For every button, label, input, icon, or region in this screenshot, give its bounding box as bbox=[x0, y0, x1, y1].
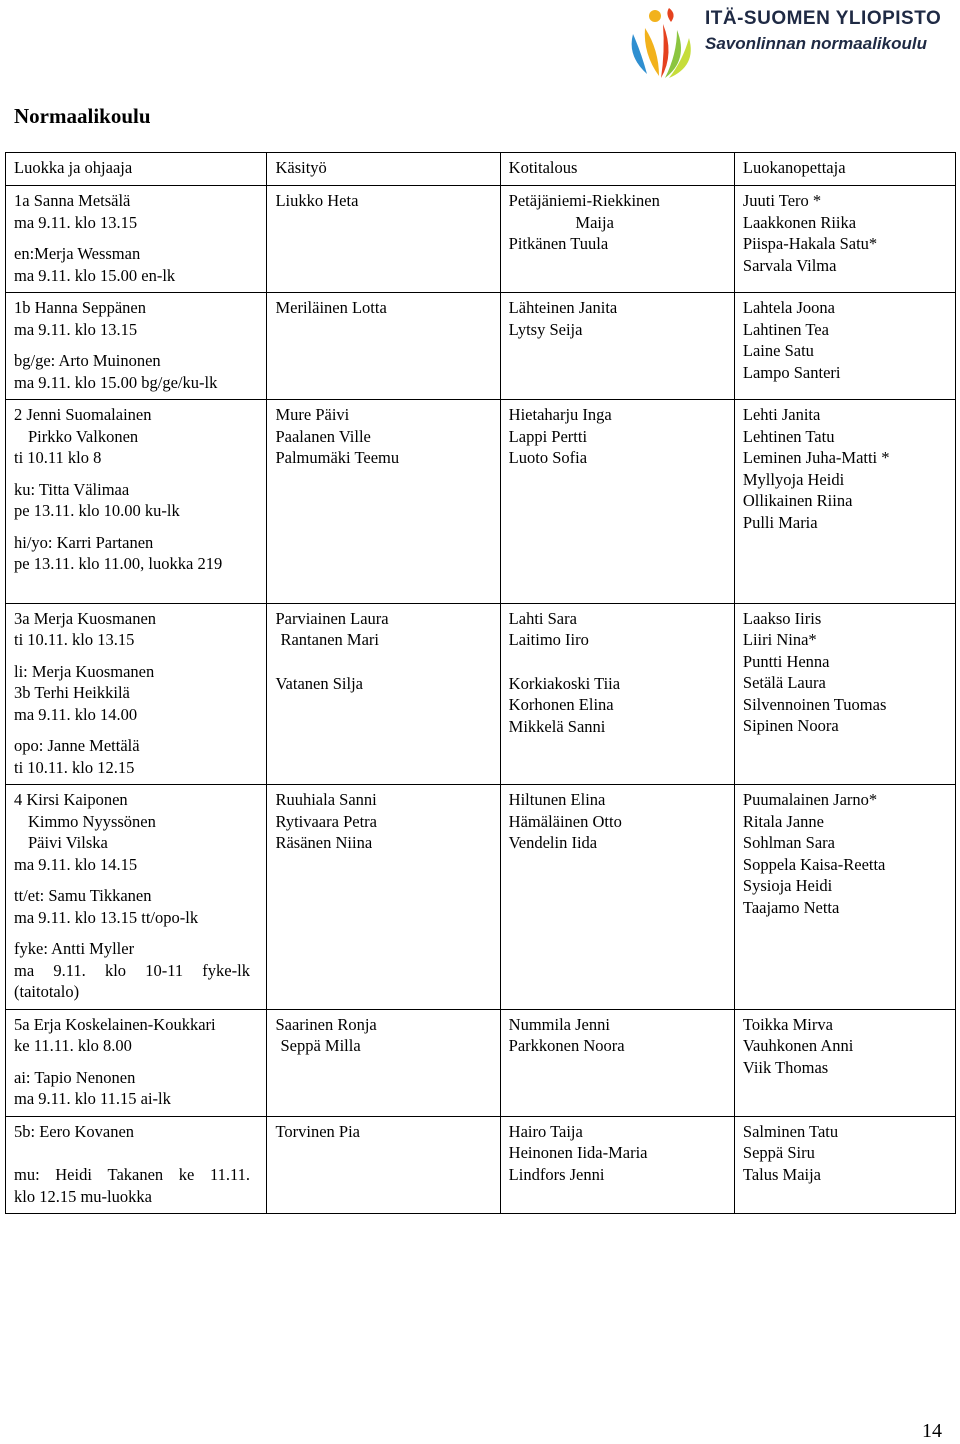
student-name: Lehtinen Tatu bbox=[742, 426, 835, 446]
class-teacher-cell bbox=[734, 1009, 955, 1116]
table-row bbox=[6, 293, 956, 400]
logo-emblem-icon bbox=[625, 4, 701, 84]
student-name: Hairo Taija bbox=[508, 1121, 583, 1141]
student-name: Vauhkonen Anni bbox=[742, 1036, 854, 1055]
logo-school-name: Savonlinnan normaalikoulu bbox=[705, 34, 927, 53]
class-line: ma 9.11. klo 13.15 bbox=[14, 212, 138, 232]
student-name: Saarinen Ronja bbox=[275, 1014, 377, 1034]
student-name: Seppä Siru bbox=[742, 1143, 815, 1162]
class-line-justified bbox=[14, 1164, 250, 1186]
class-cell bbox=[6, 603, 267, 785]
home-economics-cell bbox=[500, 293, 734, 400]
student-name: Heinonen Iida-Maria bbox=[508, 1143, 648, 1162]
table-row bbox=[6, 1009, 956, 1116]
class-word: 11.11. bbox=[209, 1165, 250, 1184]
crafts-cell bbox=[267, 1009, 500, 1116]
class-line: en:Merja Wessman bbox=[14, 244, 141, 263]
student-name: Lytsy Seija bbox=[508, 319, 583, 339]
class-word: 9.11. bbox=[53, 960, 86, 980]
student-name: Pitkänen Tuula bbox=[508, 234, 609, 253]
class-cell bbox=[6, 1009, 267, 1116]
student-name: Talus Maija bbox=[742, 1164, 822, 1184]
home-economics-cell bbox=[500, 186, 734, 293]
page-number: 14 bbox=[922, 1420, 942, 1442]
student-name: Paalanen Ville bbox=[275, 426, 371, 446]
student-name: Setälä Laura bbox=[742, 673, 826, 692]
class-word: Takanen bbox=[107, 1165, 164, 1184]
student-name: Laine Satu bbox=[742, 341, 814, 360]
class-cell bbox=[6, 400, 267, 604]
class-word: klo bbox=[104, 960, 127, 980]
class-line: 5a Erja Koskelainen-Koukkari bbox=[14, 1014, 216, 1034]
student-name: Viik Thomas bbox=[742, 1057, 829, 1077]
student-name: Piispa-Hakala Satu* bbox=[742, 234, 878, 253]
student-name: Mikkelä Sanni bbox=[508, 716, 606, 736]
student-name: Juuti Tero * bbox=[742, 191, 822, 210]
class-line: klo 12.15 mu-luokka bbox=[14, 1186, 152, 1206]
student-name: Lahti Sara bbox=[508, 608, 577, 628]
home-economics-cell bbox=[500, 1009, 734, 1116]
class-word: ke bbox=[178, 1165, 195, 1184]
class-line: ma 9.11. klo 14.15 bbox=[14, 854, 138, 874]
class-cell bbox=[6, 293, 267, 400]
student-name: Vendelin Iida bbox=[508, 833, 598, 852]
class-line: ma 9.11. klo 13.15 bbox=[14, 319, 138, 339]
class-teacher-cell bbox=[734, 186, 955, 293]
student-name: Lehti Janita bbox=[742, 405, 821, 424]
class-line: li: Merja Kuosmanen bbox=[14, 661, 155, 681]
student-name: Lähteinen Janita bbox=[508, 298, 618, 317]
class-line: 3b Terhi Heikkilä bbox=[14, 683, 130, 702]
student-name: Korkiakoski Tiia bbox=[508, 673, 621, 693]
class-word: 10-11 bbox=[145, 960, 184, 980]
class-line: hi/yo: Karri Partanen bbox=[14, 532, 154, 552]
student-name: Soppela Kaisa-Reetta bbox=[742, 854, 886, 874]
student-name: Sarvala Vilma bbox=[742, 255, 837, 275]
class-teacher-cell bbox=[734, 785, 955, 1010]
student-name: Silvennoinen Tuomas bbox=[742, 694, 887, 714]
student-name: Rytivaara Petra bbox=[275, 811, 377, 831]
class-line: Pirkko Valkonen bbox=[28, 426, 139, 446]
student-name: Hietaharju Inga bbox=[508, 405, 612, 424]
class-line: 1b Hanna Seppänen bbox=[14, 298, 146, 317]
crafts-cell bbox=[267, 186, 500, 293]
student-name: Meriläinen Lotta bbox=[275, 298, 387, 317]
crafts-cell bbox=[267, 603, 500, 785]
class-line: ma 9.11. klo 15.00 bg/ge/ku-lk bbox=[14, 372, 218, 392]
class-line: 3a Merja Kuosmanen bbox=[14, 608, 157, 628]
class-line: pe 13.11. klo 10.00 ku-lk bbox=[14, 501, 180, 520]
header-crafts: Käsityö bbox=[267, 153, 500, 186]
class-line: 5b: Eero Kovanen bbox=[14, 1121, 135, 1141]
home-economics-cell bbox=[500, 603, 734, 785]
crafts-cell bbox=[267, 293, 500, 400]
student-name: Torvinen Pia bbox=[275, 1121, 361, 1141]
student-name: Puumalainen Jarno* bbox=[742, 790, 878, 809]
class-line: ti 10.11. klo 12.15 bbox=[14, 757, 135, 777]
student-name: Hiltunen Elina bbox=[508, 790, 606, 809]
class-line: ti 10.11. klo 13.15 bbox=[14, 630, 135, 649]
class-line: tt/et: Samu Tikkanen bbox=[14, 886, 152, 905]
teaching-assignments-table bbox=[5, 152, 956, 1214]
class-line: bg/ge: Arto Muinonen bbox=[14, 351, 161, 370]
student-name: Palmumäki Teemu bbox=[275, 448, 400, 467]
table-row bbox=[6, 603, 956, 785]
class-line: Päivi Vilska bbox=[28, 833, 108, 852]
student-name: Sysioja Heidi bbox=[742, 876, 833, 895]
student-name: Räsänen Niina bbox=[275, 833, 373, 852]
class-cell bbox=[6, 186, 267, 293]
student-name: Lahtinen Tea bbox=[742, 319, 829, 339]
student-name: Pulli Maria bbox=[742, 512, 818, 532]
header-class-teacher: Luokanopettaja bbox=[734, 153, 955, 186]
student-name: Sohlman Sara bbox=[742, 833, 836, 852]
class-line: opo: Janne Mettälä bbox=[14, 736, 140, 755]
student-name: Ollikainen Riina bbox=[742, 491, 853, 510]
class-word: Heidi bbox=[55, 1165, 92, 1184]
student-name: Sipinen Noora bbox=[742, 716, 839, 735]
class-line: fyke: Antti Myller bbox=[14, 939, 135, 958]
table-row bbox=[6, 1116, 956, 1214]
class-line: ti 10.11 klo 8 bbox=[14, 448, 102, 467]
student-name: Maija bbox=[575, 212, 614, 232]
home-economics-cell bbox=[500, 1116, 734, 1214]
student-name: Seppä Milla bbox=[280, 1036, 361, 1055]
student-name: Petäjäniemi-Riekkinen bbox=[508, 191, 660, 210]
student-name: Parkkonen Noora bbox=[508, 1036, 625, 1055]
table-row bbox=[6, 785, 956, 1010]
class-word: mu: bbox=[14, 1165, 40, 1184]
student-name: Puntti Henna bbox=[742, 651, 830, 671]
student-name: Lampo Santeri bbox=[742, 362, 841, 382]
header-class-and-supervisor: Luokka ja ohjaaja bbox=[6, 153, 267, 186]
class-word: ma bbox=[14, 960, 35, 980]
student-name: Mure Päivi bbox=[275, 405, 350, 424]
student-name: Korhonen Elina bbox=[508, 695, 614, 714]
class-line: ma 9.11. klo 11.15 ai-lk bbox=[14, 1089, 171, 1108]
class-cell bbox=[6, 785, 267, 1010]
class-line: (taitotalo) bbox=[14, 982, 80, 1001]
student-name: Myllyoja Heidi bbox=[742, 469, 845, 489]
student-name: Lindfors Jenni bbox=[508, 1164, 605, 1184]
class-cell bbox=[6, 1116, 267, 1214]
class-line: ku: Titta Välimaa bbox=[14, 479, 130, 499]
student-name: Lappi Pertti bbox=[508, 426, 588, 446]
student-name: Laitimo Iiro bbox=[508, 630, 589, 649]
class-line: 2 Jenni Suomalainen bbox=[14, 405, 152, 424]
table-header-row bbox=[6, 153, 956, 186]
student-name: Liiri Nina* bbox=[742, 630, 817, 649]
student-name: Lahtela Joona bbox=[742, 298, 835, 317]
page-title: Normaalikoulu bbox=[14, 104, 151, 128]
student-name: Salminen Tatu bbox=[742, 1121, 839, 1141]
class-line: 1a Sanna Metsälä bbox=[14, 191, 131, 210]
class-line: Kimmo Nyyssönen bbox=[28, 811, 156, 831]
class-line: ke 11.11. klo 8.00 bbox=[14, 1036, 132, 1055]
class-teacher-cell bbox=[734, 603, 955, 785]
student-name: Liukko Heta bbox=[275, 191, 359, 210]
student-name: Rantanen Mari bbox=[280, 630, 379, 649]
student-name: Ritala Janne bbox=[742, 811, 824, 831]
student-name: Hämäläinen Otto bbox=[508, 811, 622, 831]
home-economics-cell bbox=[500, 400, 734, 604]
class-line-justified bbox=[14, 960, 250, 982]
student-name: Taajamo Netta bbox=[742, 897, 840, 917]
crafts-cell bbox=[267, 785, 500, 1010]
header-home-economics: Kotitalous bbox=[500, 153, 734, 186]
class-teacher-cell bbox=[734, 400, 955, 604]
student-name: Parviainen Laura bbox=[275, 608, 389, 628]
logo-university-name: ITÄ-SUOMEN YLIOPISTO bbox=[705, 8, 942, 29]
home-economics-cell bbox=[500, 785, 734, 1010]
student-name: Laakso Iiris bbox=[742, 608, 822, 628]
student-name: Vatanen Silja bbox=[275, 673, 363, 693]
student-name: Ruuhiala Sanni bbox=[275, 790, 377, 809]
class-line: ma 9.11. klo 15.00 en-lk bbox=[14, 265, 176, 285]
class-line: pe 13.11. klo 11.00, luokka 219 bbox=[14, 554, 223, 573]
crafts-cell bbox=[267, 1116, 500, 1214]
class-word: fyke-lk bbox=[202, 960, 250, 980]
class-teacher-cell bbox=[734, 1116, 955, 1214]
crafts-cell bbox=[267, 400, 500, 604]
student-name: Leminen Juha-Matti * bbox=[742, 448, 890, 467]
student-name: Toikka Mirva bbox=[742, 1014, 833, 1034]
university-logo bbox=[625, 4, 955, 88]
class-line: ma 9.11. klo 13.15 tt/opo-lk bbox=[14, 907, 199, 927]
student-name: Nummila Jenni bbox=[508, 1014, 610, 1034]
class-line: ai: Tapio Nenonen bbox=[14, 1067, 136, 1087]
table-row bbox=[6, 400, 956, 604]
student-name: Laakkonen Riika bbox=[742, 212, 857, 232]
class-line: 4 Kirsi Kaiponen bbox=[14, 790, 128, 809]
class-teacher-cell bbox=[734, 293, 955, 400]
class-line: ma 9.11. klo 14.00 bbox=[14, 704, 138, 724]
table-row bbox=[6, 186, 956, 293]
student-name: Luoto Sofia bbox=[508, 448, 588, 467]
